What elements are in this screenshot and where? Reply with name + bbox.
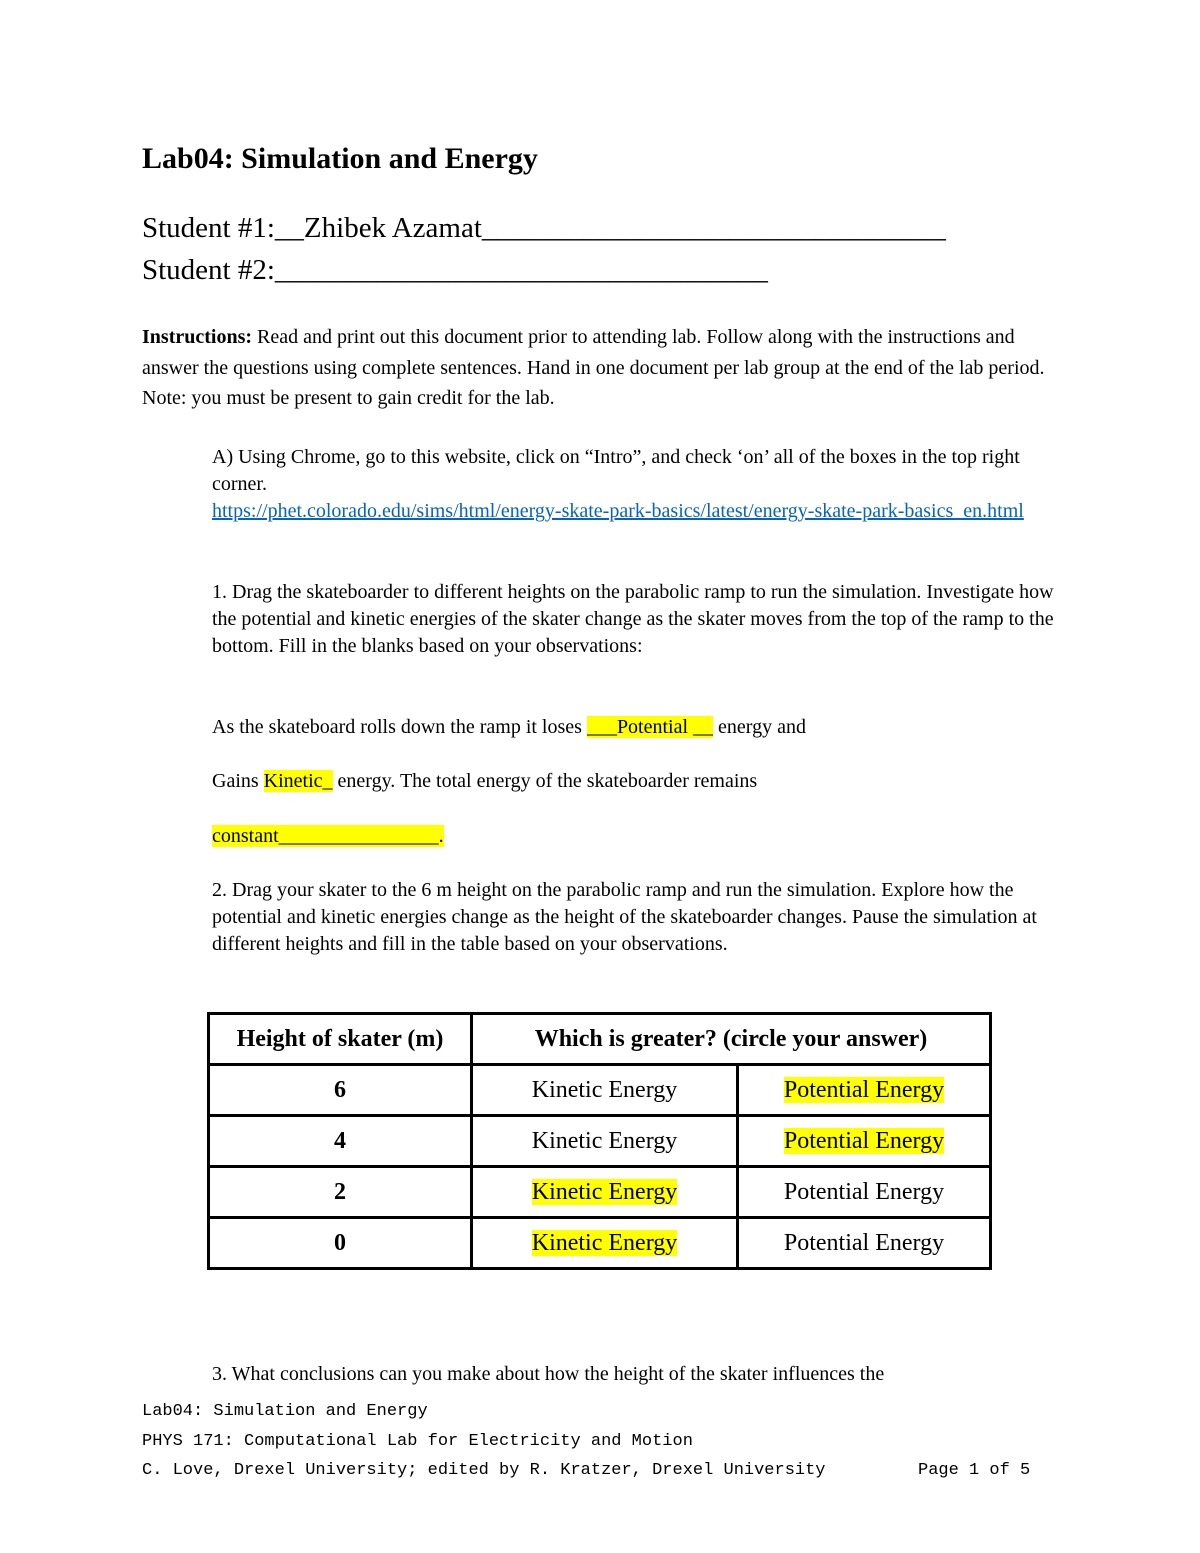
kinetic-label-selected: Kinetic Energy (531, 1229, 678, 1256)
q1-blank-line-2 (212, 768, 1062, 795)
student-1-line (142, 212, 946, 245)
potential-option[interactable] (738, 1116, 991, 1167)
part-a (212, 444, 1062, 525)
footer-line-1: Lab04: Simulation and Energy (142, 1402, 428, 1421)
student-1-name: __Zhibek Azamat________________________________ (274, 212, 946, 244)
question-1-text: 1. Drag the skateboarder to different heights on the parabolic ramp to run the simulation. Investigate how the potential and kinetic energies of the skater change as the skater moves from the top of the ramp to the bottom. Fill in the blanks based on your observations: (212, 581, 1054, 657)
energy-table (207, 1012, 992, 1270)
potential-option[interactable] (738, 1218, 991, 1269)
kinetic-label: Kinetic Energy (531, 1127, 678, 1154)
kinetic-label-selected: Kinetic Energy (531, 1178, 678, 1205)
potential-label: Potential Energy (783, 1178, 945, 1205)
kinetic-option[interactable] (472, 1116, 738, 1167)
answer-potential: ___Potential __ (586, 716, 714, 738)
instructions-label: Instructions: (142, 326, 253, 348)
table-row (209, 1167, 991, 1218)
footer-line-3: C. Love, Drexel University; edited by R. Kratzer, Drexel University (142, 1461, 826, 1480)
height-cell: 6 (209, 1065, 472, 1116)
question-2-text: 2. Drag your skater to the 6 m height on the parabolic ramp and run the simulation. Explore how the potential and kinetic energies change as the height of the skateboarder changes. Pause the simulation at different heights and fill in the table based on your observations. (212, 879, 1037, 955)
page-title: Lab04: Simulation and Energy (142, 142, 538, 175)
student-2-line (142, 254, 768, 287)
q1-line2-suffix: energy. The total energy of the skateboarder remains (332, 770, 758, 792)
potential-option[interactable] (738, 1065, 991, 1116)
page-number: Page 1 of 5 (918, 1461, 1031, 1480)
potential-option[interactable] (738, 1167, 991, 1218)
student-1-label: Student #1: (142, 212, 275, 244)
kinetic-option[interactable] (472, 1167, 738, 1218)
q1-line1-text: As the skateboard rolls down the ramp it loses (212, 716, 587, 738)
q1-blank-line-3 (212, 823, 1062, 850)
header-height: Height of skater (m) (209, 1014, 472, 1065)
height-cell: 2 (209, 1167, 472, 1218)
footer-line-2: PHYS 171: Computational Lab for Electricity and Motion (142, 1432, 693, 1451)
answer-kinetic: Kinetic_ (263, 770, 333, 792)
kinetic-label: Kinetic Energy (531, 1076, 678, 1103)
phet-link[interactable]: https://phet.colorado.edu/sims/html/energy-skate-park-basics/latest/energy-skate-park-basics_en.html (212, 500, 1024, 522)
instructions-paragraph (142, 322, 1062, 414)
header-which-greater: Which is greater? (circle your answer) (472, 1014, 991, 1065)
height-cell: 4 (209, 1116, 472, 1167)
student-2-name: __________________________________ (274, 254, 768, 286)
height-cell: 0 (209, 1218, 472, 1269)
instructions-text: Read and print out this document prior to attending lab. Follow along with the instructions and answer the questions using complete sentences. Hand in one document per lab group at the end of the lab period. Note: you must be present to gain credit for the lab. (142, 326, 1045, 409)
q1-line1-suffix: energy and (713, 716, 806, 738)
student-2-label: Student #2: (142, 254, 275, 286)
table-row (209, 1218, 991, 1269)
table-row (209, 1116, 991, 1167)
part-a-text: A) Using Chrome, go to this website, click on “Intro”, and check ‘on’ all of the boxes in the top right corner. (212, 446, 1020, 495)
kinetic-option[interactable] (472, 1218, 738, 1269)
table-header-row (209, 1014, 991, 1065)
answer-constant: constant________________. (212, 825, 444, 847)
table-row (209, 1065, 991, 1116)
q1-line2-text: Gains (212, 770, 264, 792)
q1-blank-line-1 (212, 714, 1062, 741)
potential-label: Potential Energy (783, 1229, 945, 1256)
question-3-text: 3. What conclusions can you make about how the height of the skater influences the (212, 1363, 885, 1385)
potential-label-selected: Potential Energy (783, 1076, 945, 1103)
kinetic-option[interactable] (472, 1065, 738, 1116)
potential-label-selected: Potential Energy (783, 1127, 945, 1154)
